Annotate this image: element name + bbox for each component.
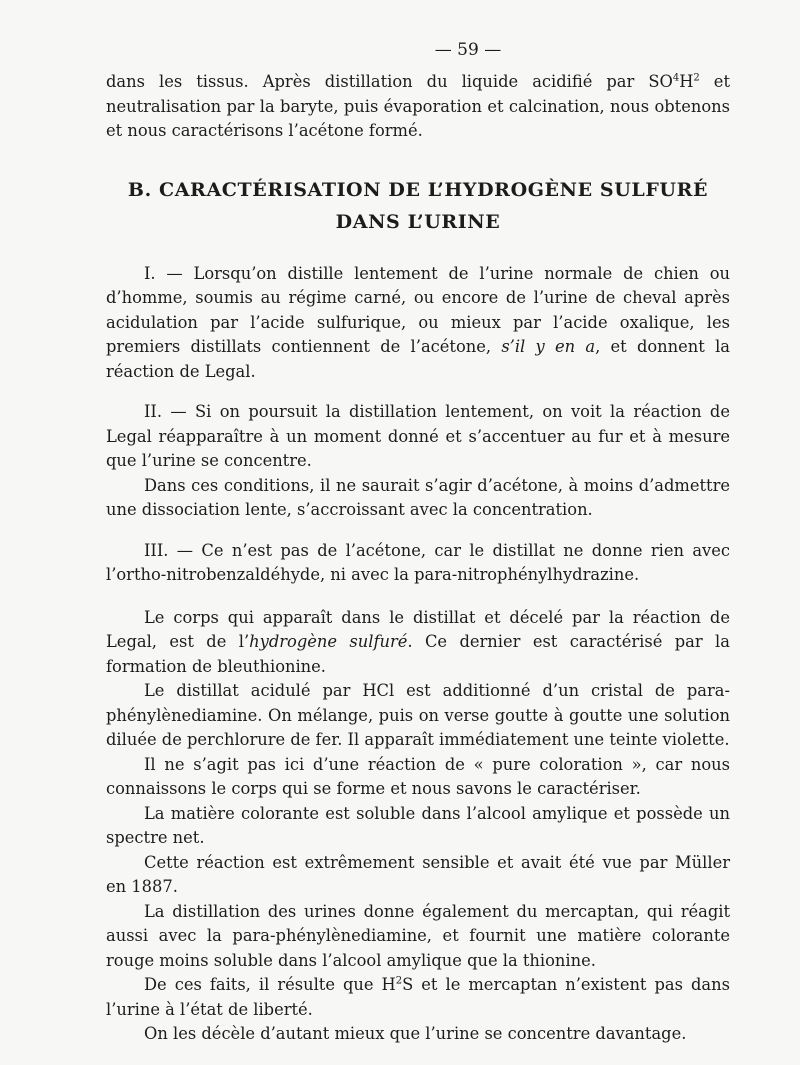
section-III-paragraph: III. — Ce n’est pas de l’acétone, car le distillat ne donne rien avec l’ortho-nitrobenzaldéhyde, ni avec la para-nitrophénylhydrazine. xyxy=(106,540,730,584)
body-paragraph-7: De ces faits, il résulte que $H^2S$ et le mercaptan n’existent pas dans l’urine à l’état de liberté. xyxy=(106,975,730,1019)
section-II-paragraph: II. — Si on poursuit la distillation lentement, on voit la réaction de Legal réapparaître à un moment donné et s’accentuer au fur et à mesure que l’urine se concentre. xyxy=(106,402,730,470)
page-number: — 59 — xyxy=(434,40,502,60)
section-heading-line-1: B. CARACTÉRISATION DE L’HYDROGÈNE SULFURÉ xyxy=(127,178,709,201)
body-paragraph-8: On les décèle d’autant mieux que l’urine se concentre davantage. xyxy=(144,1024,687,1043)
body-paragraph-2: Le distillat acidulé par HCl est additionné d’un cristal de para-phénylènediamine. On mélange, puis on verse goutte à goutte une solution diluée de perchlorure de fer. Il apparaît immédiatement une teinte violette. xyxy=(106,681,730,749)
body-paragraph-5: Cette réaction est extrêmement sensible et avait été vue par Müller en 1887. xyxy=(106,852,730,896)
section-heading xyxy=(106,174,730,238)
intro-paragraph: dans les tissus. Après distillation du liquide acidifié par $SO^4H^2$ et neutralisation par la baryte, puis évaporation et calcination, nous obtenons et nous caractérisons l’acétone formé. xyxy=(106,72,730,140)
body-paragraph-1: Le corps qui apparaît dans le distillat et décelé par la réaction de Legal, est de l’hydrogène sulfuré. Ce dernier est caractérisé par la formation de bleuthionine. xyxy=(106,607,730,676)
body-paragraph-4: La matière colorante est soluble dans l’alcool amylique et possède un spectre net. xyxy=(106,803,730,847)
body-paragraph-3: Il ne s’agit pas ici d’une réaction de « pure coloration », car nous connaissons le corps qui se forme et nous savons le caractériser. xyxy=(106,754,730,798)
body-paragraph-6: La distillation des urines donne également du mercaptan, qui réagit aussi avec la para-phénylènediamine, et fournit une matière colorante rouge moins soluble dans l’alcool amylique que la thionine. xyxy=(106,901,730,970)
section-I-paragraph: I. — Lorsqu’on distille lentement de l’urine normale de chien ou d’homme, soumis au régime carné, ou encore de l’urine de cheval après acidulation par l’acide sulfurique, ou mieux par l’acide oxalique, les premiers distillats contiennent de l’acétone, s’il y en a, et donnent la réaction de Legal. xyxy=(106,263,730,381)
section-heading-line-2: DANS L’URINE xyxy=(335,210,501,233)
section-II-paragraph-2: Dans ces conditions, il ne saurait s’agir d’acétone, à moins d’admettre une dissociation lente, s’accroissant avec la concentration. xyxy=(106,475,730,519)
